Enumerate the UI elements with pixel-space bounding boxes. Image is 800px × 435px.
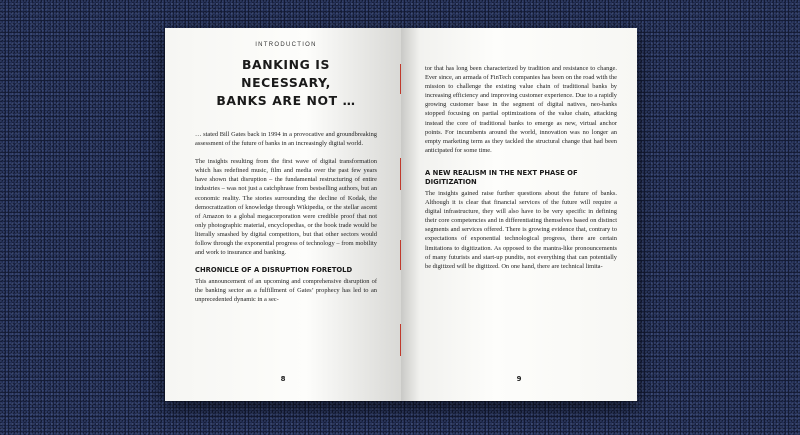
margin-marker: [400, 240, 401, 270]
chapter-title-line-1: BANKING IS NECESSARY,: [241, 57, 331, 90]
margin-marker: [400, 324, 401, 356]
margin-marker: [400, 158, 401, 190]
chapter-title: [195, 56, 377, 110]
page-number: 8: [280, 375, 286, 383]
open-book: [165, 28, 637, 401]
section-heading: CHRONICLE OF A DISRUPTION FORETOLD: [195, 266, 353, 275]
margin-marker: [400, 64, 401, 94]
page-number: 9: [516, 375, 522, 383]
section-heading: A NEW REALISM IN THE NEXT PHASE OF DIGITIZATION: [425, 168, 578, 187]
body-paragraph: tor that has long been characterized by tradition and resistance to change. Ever since, an armada of FinTech companies has been on the road with the mission to challenge the existing value chain of traditional banks by increasing efficiency and improving customer experience. Due to a rapidly growing customer base in the segment of digital natives, neo-banks stopped focusing on partial optimizations of the value chain, attacking instead the core of traditional banks to emerge as new, virtual anchor points. For incumbents around the world, innovation was no longer an empty marketing term as they tackled the structural change that had been anticipated for some time.: [425, 65, 617, 154]
left-page: [165, 28, 401, 401]
body-paragraph: The insights gained raise further questions about the future of banks. Although it is clear that financial services of the future will require a digital infrastructure, they will also have to be very specific in defining their core competencies and in differentiating themselves based on distinct segments and services offered. There is growing evidence that, contrary to expectations of exponential technological progress, there are certain limitations to digitization. As opposed to the mantra-like pronouncements of many futurists and start-up pundits, not everything that can potentially be digitized will be digitized. On one hand, there are technical limita-: [425, 189, 617, 270]
running-head: INTRODUCTION: [255, 42, 317, 48]
intro-paragraph: … stated Bill Gates back in 1994 in a provocative and groundbreaking assessment of the future of banks in an increasingly digital world.: [195, 131, 377, 148]
body-paragraph: The insights resulting from the first wave of digital transformation which has redefined music, film and media over the past few years have shown that disruption – the fundamental restructuring of entire industries – was not just a catchphrase from bestselling authors, but an economic reality. The stories surrounding the decline of Kodak, the democratization of knowledge through Wikipedia, or the stellar ascent of Amazon to a global megacorporation were credible proof that not only photographic material, encyclopedias, or the book trade would be literally smashed by digital competitors, but that other sectors would follow through the exponential progress of technology – from mobility and work to insurance and banking.: [195, 158, 377, 257]
body-paragraph: This announcement of an upcoming and comprehensive disruption of the banking sector as a fulfillment of Gates’ prophecy has led to an unprecedented dynamic in a sec-: [195, 277, 377, 303]
chapter-title-line-2: BANKS ARE NOT …: [216, 93, 356, 108]
right-page: [401, 28, 637, 401]
